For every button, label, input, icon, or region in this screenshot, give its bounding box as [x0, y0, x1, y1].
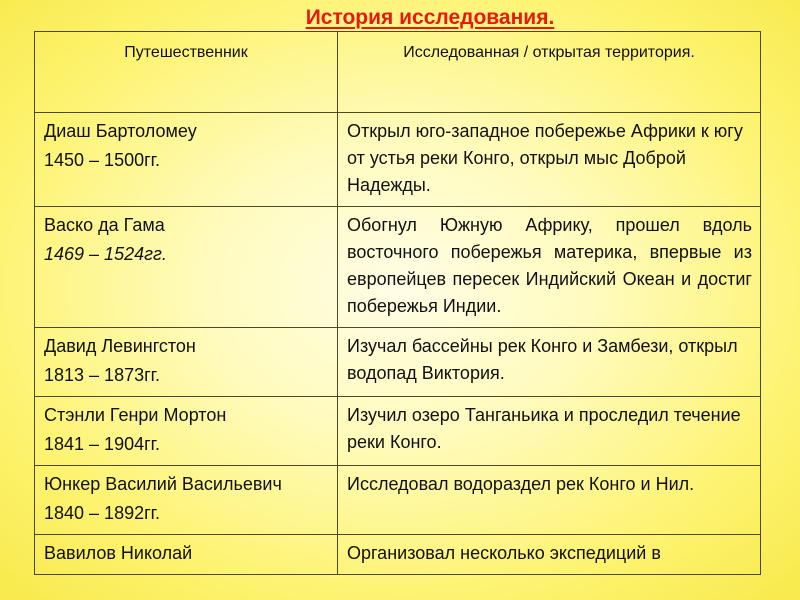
territory-cell: [338, 328, 761, 397]
territory-description: Изучал бассейны рек Конго и Замбези, открыл водопад Виктория.: [347, 336, 738, 383]
explorer-cell: [35, 397, 338, 466]
territory-cell: [338, 207, 761, 328]
explorer-name: Диаш Бартоломеу: [44, 121, 197, 141]
header-territory: Исследованная / открытая территория.: [338, 32, 761, 113]
explorer-name: Юнкер Василий Васильевич: [44, 474, 282, 494]
table-row: [35, 397, 761, 466]
territory-cell: [338, 466, 761, 535]
table-row: [35, 466, 761, 535]
table-row: [35, 207, 761, 328]
explorer-dates: 1450 – 1500гг.: [44, 150, 161, 170]
explorers-table: [34, 31, 761, 575]
territory-description: Обогнул Южную Африку, прошел вдоль восточного побережья материка, впервые из европейцев пересек Индийский Океан и достиг побережья Индии.: [347, 215, 752, 316]
explorer-dates: 1841 – 1904гг.: [44, 434, 161, 454]
territory-cell: [338, 113, 761, 207]
explorers-table-container: [34, 31, 760, 575]
table-header-row: [35, 32, 761, 113]
territory-cell: [338, 397, 761, 466]
header-explorer: Путешественник: [35, 32, 338, 113]
explorer-cell: [35, 207, 338, 328]
explorer-cell: [35, 328, 338, 397]
explorer-name: Вавилов Николай: [44, 543, 193, 563]
explorer-cell: [35, 466, 338, 535]
explorer-dates: 1813 – 1873гг.: [44, 365, 161, 385]
territory-description: Исследовал водораздел рек Конго и Нил.: [347, 474, 695, 494]
explorer-name: Васко да Гама: [44, 215, 165, 235]
slide-title: История исследования.: [305, 6, 555, 29]
table-row: [35, 535, 761, 575]
table-row: [35, 113, 761, 207]
explorer-dates: 1840 – 1892гг.: [44, 503, 161, 523]
territory-description: Изучил озеро Танганьика и проследил течение реки Конго.: [347, 405, 741, 452]
explorer-cell: [35, 535, 338, 575]
explorer-dates: 1469 – 1524гг.: [44, 244, 167, 264]
territory-cell: [338, 535, 761, 575]
table-row: [35, 328, 761, 397]
territory-description: Открыл юго-западное побережье Африки к югу от устья реки Конго, открыл мыс Доброй Надежды.: [347, 121, 743, 195]
territory-description: Организовал несколько экспедиций в: [347, 543, 661, 563]
explorer-cell: [35, 113, 338, 207]
explorer-name: Давид Левингстон: [44, 336, 196, 356]
explorer-name: Стэнли Генри Мортон: [44, 405, 227, 425]
